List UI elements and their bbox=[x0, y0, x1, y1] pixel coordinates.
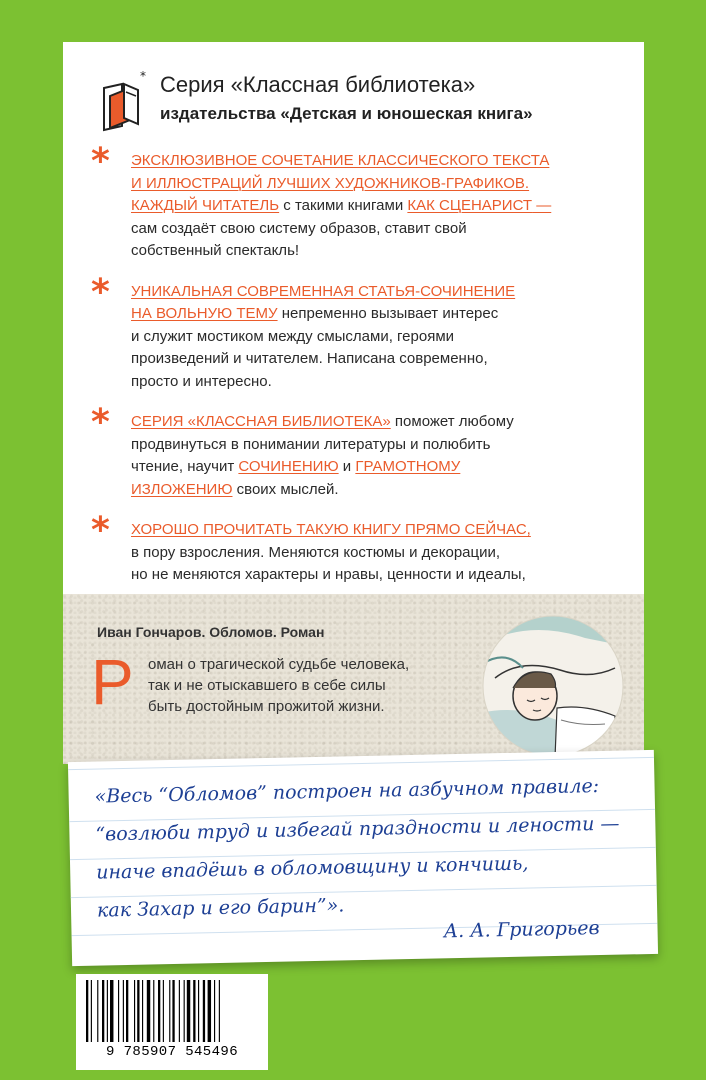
highlight-text: КАК СЦЕНАРИСТ bbox=[407, 197, 533, 214]
barcode-bar bbox=[158, 980, 160, 1042]
barcode-bar bbox=[198, 980, 199, 1042]
series-title: Серия «Классная библиотека» bbox=[160, 72, 476, 97]
highlight-text: УНИКАЛЬНАЯ СОВРЕМЕННАЯ СТАТЬЯ-СОЧИНЕНИЕ bbox=[131, 282, 516, 300]
barcode-bar bbox=[123, 980, 124, 1042]
feature-item bbox=[91, 402, 631, 501]
desc-line: так и не отыскавшего в себе силы bbox=[148, 677, 386, 694]
highlight-text: ЭКСКЛЮЗИВНОЕ СОЧЕТАНИЕ КЛАССИЧЕСКОГО ТЕКСТА bbox=[131, 152, 550, 169]
barcode-bar bbox=[137, 980, 139, 1042]
quote-line: как Захар и его барин”». bbox=[96, 894, 345, 922]
barcode-bar bbox=[208, 980, 211, 1042]
feature-item bbox=[91, 141, 631, 263]
barcode-bar bbox=[86, 980, 88, 1042]
barcode-bar bbox=[184, 980, 185, 1042]
body-text: и bbox=[338, 458, 356, 475]
barcode-bar bbox=[147, 980, 150, 1042]
highlight-text: КАЖДЫЙ ЧИТАТЕЛЬ bbox=[131, 197, 280, 214]
highlight-text: И ИЛЛЮСТРАЦИЙ ЛУЧШИХ ХУДОЖНИКОВ-ГРАФИКОВ. bbox=[131, 174, 530, 192]
feature-text bbox=[131, 150, 631, 263]
barcode-bar bbox=[219, 980, 220, 1042]
barcode-bar bbox=[203, 980, 205, 1042]
desc-line: оман о трагической судьбе человека, bbox=[148, 656, 410, 673]
series-header bbox=[100, 62, 640, 142]
body-text: но не меняются характеры и нравы, ценности и идеалы, bbox=[131, 566, 526, 583]
highlight-text: СЕРИЯ «КЛАССНАЯ БИБЛИОТЕКА» bbox=[131, 413, 391, 430]
book-title: Иван Гончаров. Обломов. Роман bbox=[97, 624, 325, 640]
drop-cap: Р bbox=[91, 646, 134, 718]
barcode-bar bbox=[179, 980, 180, 1042]
books-logo-icon bbox=[100, 70, 148, 134]
quote-line: иначе впадёшь в обломовщину и кончишь, bbox=[96, 852, 529, 884]
barcode-bar bbox=[126, 980, 128, 1042]
barcode-bar bbox=[110, 980, 113, 1042]
barcode-bar bbox=[153, 980, 154, 1042]
barcode-bar bbox=[142, 980, 143, 1042]
body-text: с такими книгами bbox=[279, 197, 408, 214]
isbn-number: 9 785907 545496 bbox=[105, 1044, 239, 1060]
quote-line: «Весь “Обломов” построен на азбучном правиле: bbox=[94, 775, 600, 808]
desc-line: быть достойным прожитой жизни. bbox=[148, 698, 385, 715]
barcode-bar bbox=[118, 980, 119, 1042]
quote-note bbox=[68, 750, 658, 966]
barcode-bar bbox=[172, 980, 174, 1042]
feature-text bbox=[131, 281, 631, 394]
barcode-bar bbox=[107, 980, 108, 1042]
svg-text:*: * bbox=[140, 70, 146, 83]
highlight-text: СОЧИНЕНИЮ bbox=[238, 458, 339, 475]
body-text: своих мыслей. bbox=[232, 480, 339, 498]
body-text: и служит мостиком между смыслами, героями bbox=[131, 327, 455, 345]
series-panel bbox=[63, 42, 644, 594]
quote-author: А. А. Григорьев bbox=[443, 917, 600, 943]
body-text: в пору взросления. Меняются костюмы и декорации, bbox=[131, 543, 501, 561]
barcode-bar bbox=[187, 980, 190, 1042]
body-text: сам создаёт свою систему образов, ставит свой bbox=[131, 219, 467, 237]
asterisk-icon: * bbox=[91, 271, 110, 313]
asterisk-icon: * bbox=[91, 141, 110, 182]
series-publisher: издательства «Детская и юношеская книга» bbox=[160, 104, 533, 123]
quote-text bbox=[94, 766, 642, 929]
body-text: продвинуться в понимании литературы и полюбить bbox=[131, 435, 491, 453]
quote-line: “возлюби труд и избегай праздности и лености — bbox=[95, 812, 620, 846]
barcode-bar bbox=[97, 980, 98, 1042]
body-text: произведений и читателем. Написана современно, bbox=[131, 350, 488, 367]
barcode-icon bbox=[84, 980, 260, 1042]
body-text: поможет любому bbox=[390, 413, 514, 430]
sleeping-boy-illustration bbox=[465, 608, 635, 758]
highlight-text: НА ВОЛЬНУЮ ТЕМУ bbox=[131, 305, 278, 322]
highlight-text: ИЗЛОЖЕНИЮ bbox=[131, 480, 233, 498]
barcode-bar bbox=[169, 980, 170, 1042]
feature-text bbox=[131, 411, 631, 501]
body-text: собственный спектакль! bbox=[131, 242, 300, 259]
body-text: просто и интересно. bbox=[131, 372, 272, 390]
barcode-area bbox=[76, 974, 268, 1070]
feature-item bbox=[91, 271, 631, 394]
book-description bbox=[148, 654, 478, 717]
asterisk-icon: * bbox=[91, 402, 110, 443]
book-info-panel bbox=[63, 594, 644, 764]
barcode-bar bbox=[214, 980, 215, 1042]
barcode-bar bbox=[193, 980, 195, 1042]
highlight-text: ГРАМОТНОМУ bbox=[355, 458, 461, 475]
asterisk-icon: * bbox=[91, 510, 110, 551]
highlight-text: — bbox=[532, 197, 552, 214]
barcode-bar bbox=[163, 980, 164, 1042]
body-text: непременно вызывает интерес bbox=[277, 305, 499, 322]
feature-list bbox=[91, 141, 631, 627]
barcode-bar bbox=[102, 980, 104, 1042]
barcode-bar bbox=[91, 980, 92, 1042]
barcode-bar bbox=[134, 980, 135, 1042]
highlight-text: ХОРОШО ПРОЧИТАТЬ ТАКУЮ КНИГУ ПРЯМО СЕЙЧАС, bbox=[131, 521, 531, 538]
body-text: чтение, научит bbox=[131, 458, 239, 475]
